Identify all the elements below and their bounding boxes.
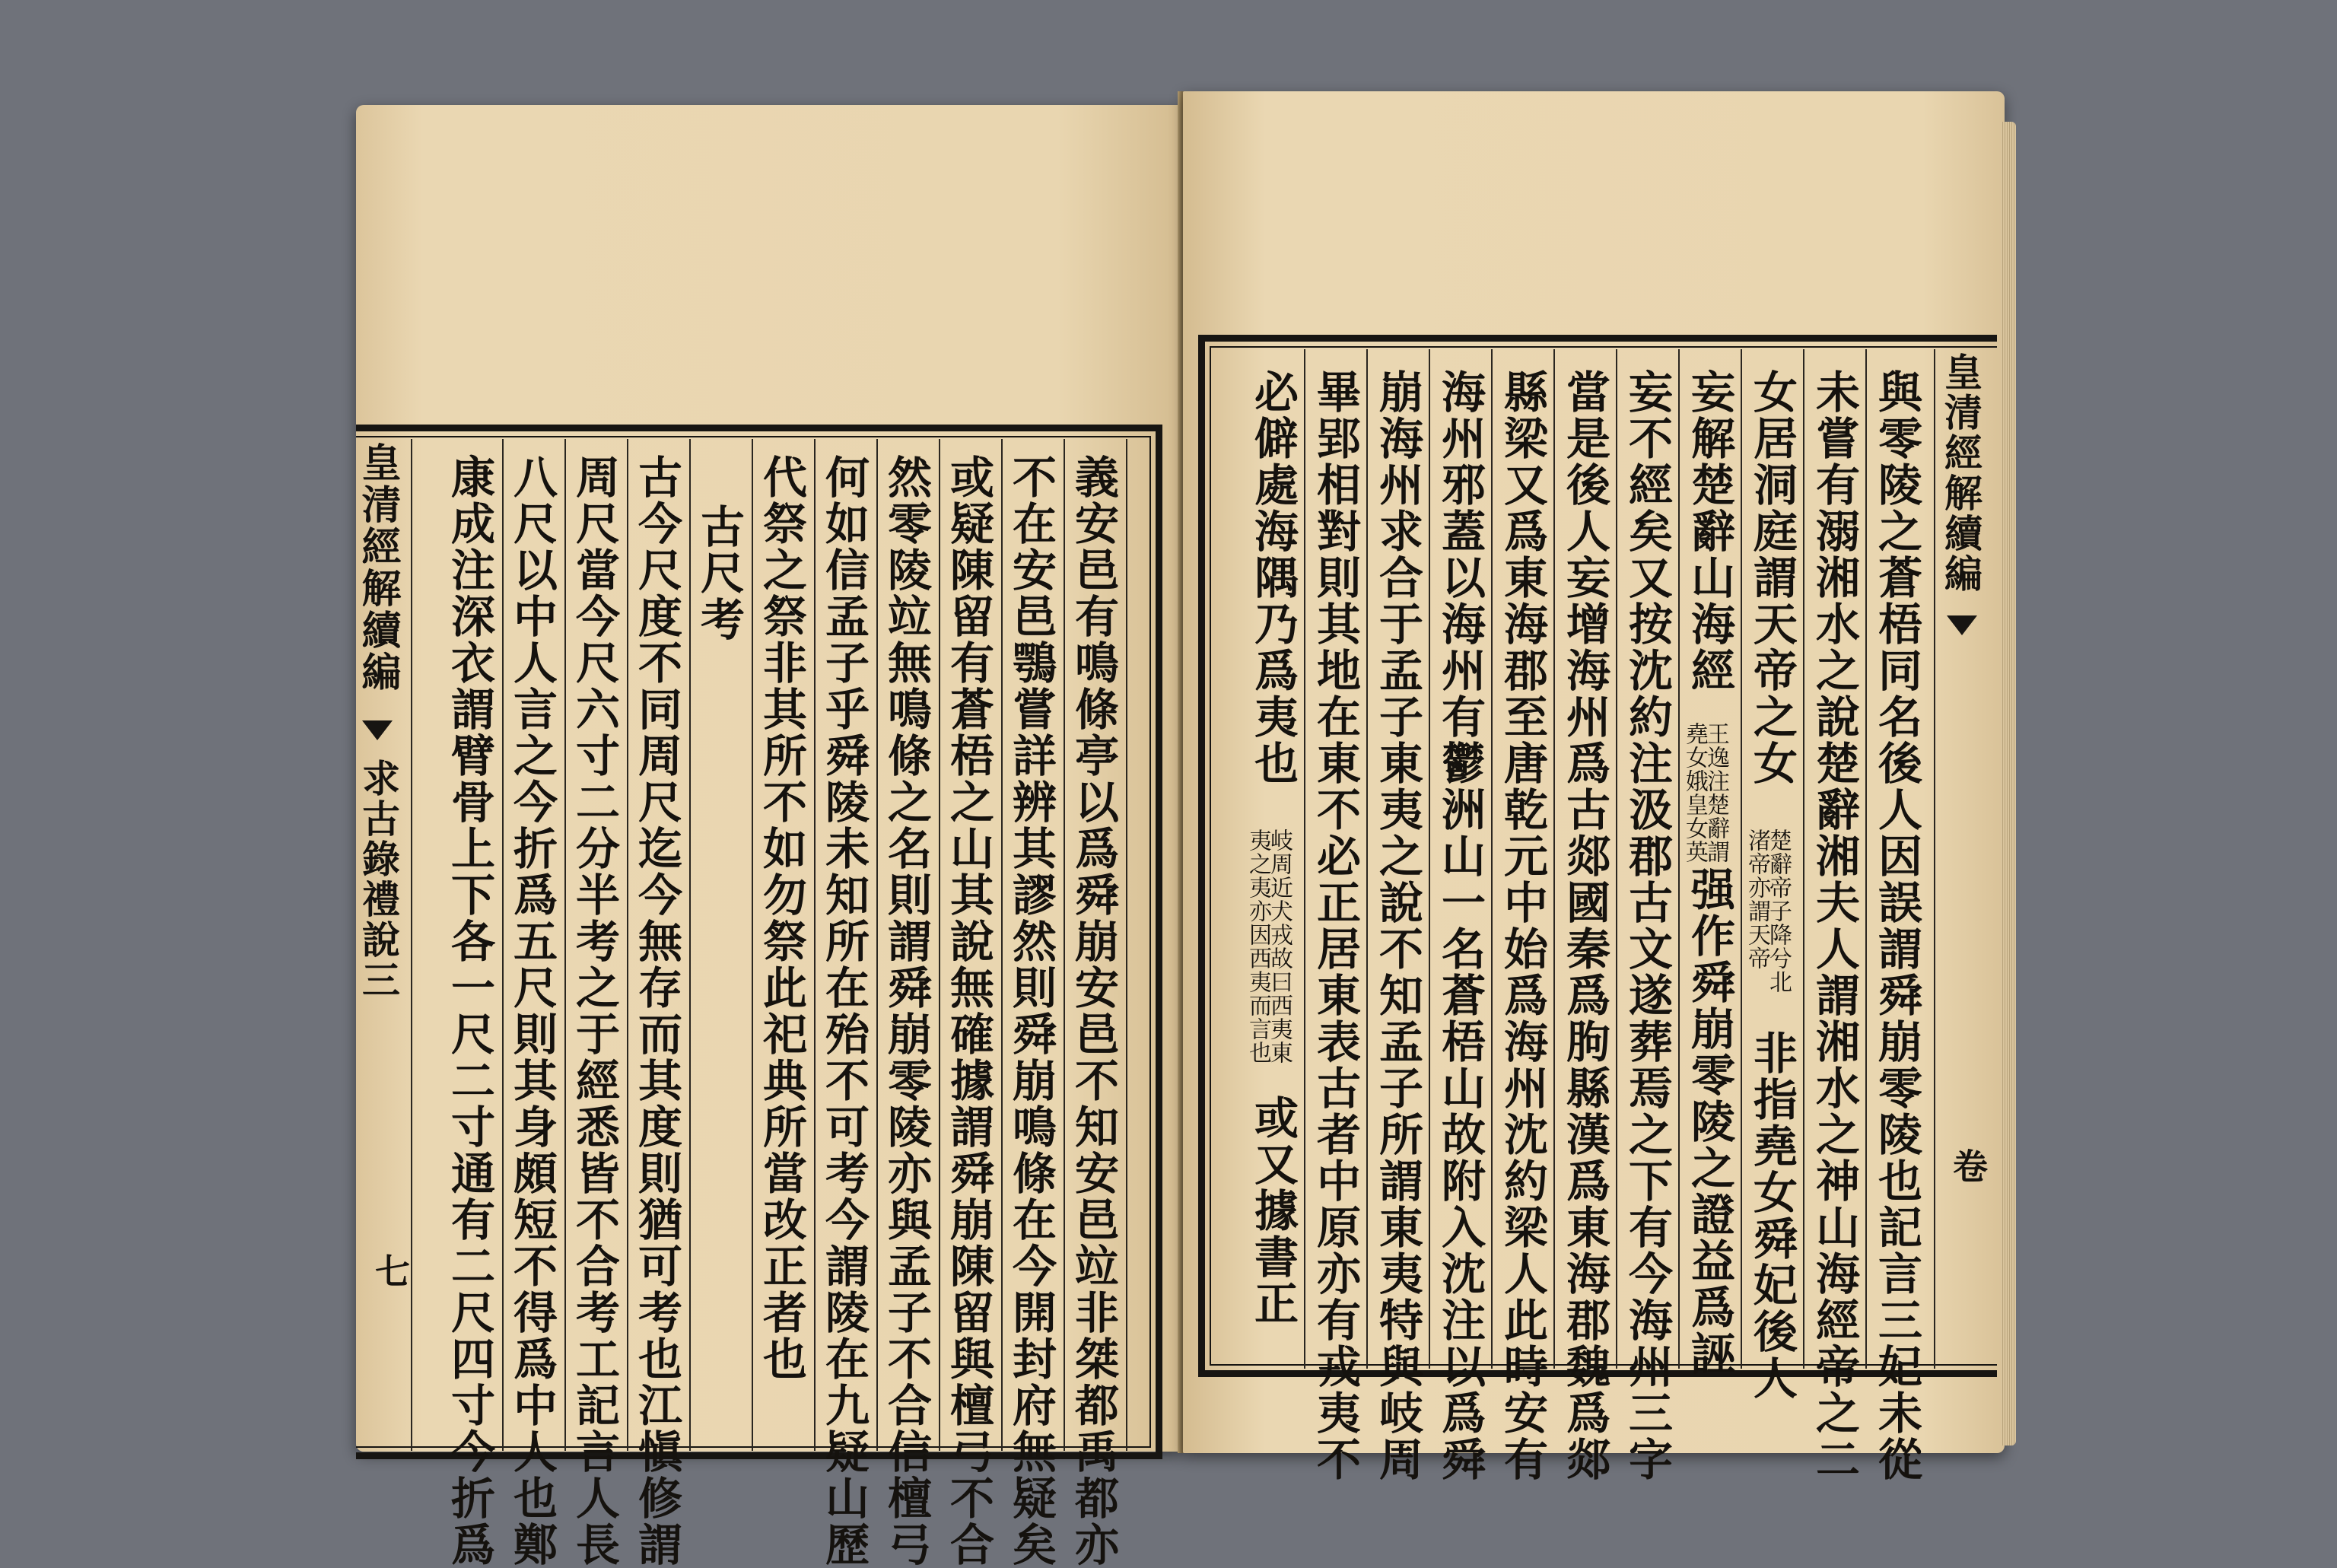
right-col-11: 必僻處海隅乃爲夷也 [1247, 369, 1299, 787]
right-col-1: 與零陵之蒼梧同名後人因誤謂舜崩零陵也記言三妃未從 [1871, 369, 1922, 1483]
left-col-10: 八尺以中人言之今折爲五尺則其身頗短不得爲中人也鄭 [506, 454, 558, 1568]
right-col-3: 女居洞庭謂天帝之女 [1746, 369, 1798, 787]
left-running-head: 皇清經解續編 [355, 442, 401, 693]
left-page-number: 七 [370, 1253, 411, 1288]
right-col-8: 海州邪蓋以海州有鬱洲山一名蒼梧山故附入沈注以爲舜 [1434, 369, 1486, 1483]
right-col-4: 妄解楚辭山海經 [1684, 369, 1735, 694]
right-col-2: 未嘗有溺湘水之說楚辭湘夫人謂湘水之神山海經帝之二 [1808, 369, 1860, 1483]
left-col-1: 義安邑有鳴條亭以爲舜崩安邑不知安邑竝非桀都禹都亦 [1067, 454, 1119, 1568]
section-heading: 古尺考 [693, 504, 745, 643]
right-col-9: 崩海州求合于孟子東夷之說不知孟子所謂東夷特與岐周 [1372, 369, 1423, 1483]
page-stack-edge [2001, 122, 2016, 1446]
right-col-11-note-b: 夷之夷亦因西夷而言也 [1245, 829, 1271, 1064]
right-col-3-tail: 非指堯女舜妃後人 [1746, 1030, 1798, 1401]
open-book [350, 91, 2008, 1568]
right-page-marker: 卷 [1948, 1148, 1989, 1183]
right-col-3-note-b: 渚帝亦謂天帝 [1744, 829, 1770, 970]
left-running-head-sub: 求古錄禮說三 [356, 759, 401, 1000]
right-col-4-tail: 强作舜崩零陵之證益爲誣 [1684, 867, 1735, 1377]
right-col-11-note-a: 岐周近犬戎故曰西夷東 [1266, 829, 1293, 1064]
right-running-head: 皇清經解續編 [1938, 352, 1983, 594]
right-col-7: 縣梁又爲東海郡至唐乾元中始爲海州沈約梁人此時安有 [1496, 369, 1548, 1483]
right-col-6: 當是後人妄增海州爲古郯國秦爲朐縣漢爲東海郡魏爲郯 [1559, 369, 1610, 1483]
right-col-4-note-a: 王逸注楚辭謂 [1703, 722, 1729, 864]
right-col-3-note-a: 楚辭帝子降兮北 [1765, 829, 1792, 994]
left-col-9: 周尺當今尺六寸二分半考之于經悉皆不合考工記言人長 [568, 454, 620, 1568]
left-col-3: 或疑陳留有蒼梧之山其說無確據謂舜崩陳留與檀弓不合 [943, 454, 994, 1568]
right-col-4-note-b: 堯女娥皇女英 [1681, 722, 1708, 864]
right-col-11-tail: 或又據書正 [1247, 1095, 1299, 1327]
right-page [1183, 91, 2005, 1483]
right-col-5: 妄不經矣又按沈約注汲郡古文遂葬焉之下有今海州三字 [1621, 369, 1673, 1483]
right-col-10: 畢郢相對則其地在東不必正居東表古者中原亦有戎夷不 [1309, 369, 1361, 1483]
left-col-6: 代祭之祭非其所不如勿祭此祀典所當改正者也 [755, 454, 807, 1382]
left-col-2: 不在安邑鶚嘗詳辨其謬然則舜崩鳴條在今開封府無疑矣 [1005, 454, 1057, 1568]
left-col-5: 何如信孟子乎舜陵未知所在殆不可考今謂陵在九疑山歷 [818, 454, 870, 1568]
right-page-frame [1198, 335, 1997, 1483]
left-col-11: 康成注深衣謂臂骨上下各一尺二寸通有二尺四寸今折爲 [444, 454, 495, 1568]
left-col-4: 然零陵竝無鳴條之名則謂舜崩零陵亦與孟子不合信檀弓 [880, 454, 932, 1568]
left-page-frame [355, 425, 1162, 1568]
left-page [355, 105, 1181, 1568]
left-col-8: 古今尺度不同周尺迄今無存而其度則猶可考也江愼修謂 [631, 454, 682, 1568]
